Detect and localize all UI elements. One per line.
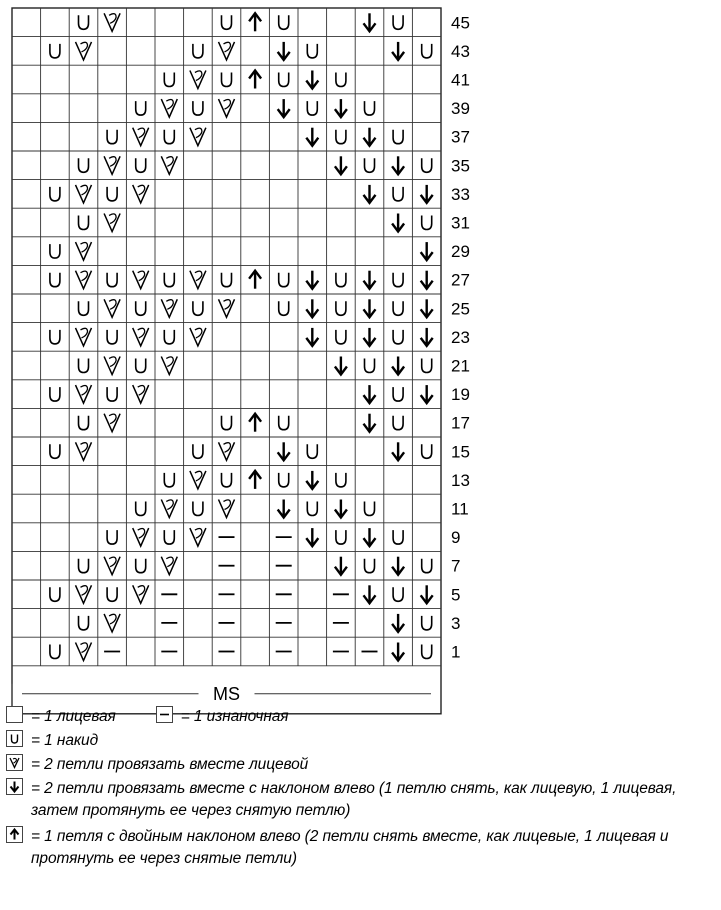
yarn-over-icon bbox=[6, 730, 23, 747]
row-number-label: 15 bbox=[451, 442, 470, 462]
k2tog-icon bbox=[6, 754, 23, 771]
row-number-label: 31 bbox=[451, 213, 470, 233]
double-decrease-arrow-up-icon bbox=[6, 826, 23, 843]
legend-text-knit: = 1 лицевая bbox=[31, 708, 116, 725]
row-number-label: 11 bbox=[451, 499, 469, 519]
row-number-label: 19 bbox=[451, 385, 470, 405]
knitting-chart bbox=[10, 6, 510, 704]
row-number-label: 7 bbox=[451, 556, 461, 576]
row-number-label: 3 bbox=[451, 613, 461, 633]
legend-text-ssk: = 2 петли провязать вместе с наклоном влево (1 петлю снять, как лицевую, 1 лицевая, затем протянуть ее через снятую петлю) bbox=[31, 780, 677, 819]
row-number-label: 29 bbox=[451, 242, 470, 262]
row-number-label: 41 bbox=[451, 70, 470, 90]
legend-text-double-dec: = 1 петля с двойным наклоном влево (2 петли снять вместе, как лицевые, 1 лицевая и протянуть ее через снятые петли) bbox=[31, 828, 669, 867]
row-number-label: 23 bbox=[451, 327, 470, 347]
row-number-label: 35 bbox=[451, 156, 470, 176]
chart-frame bbox=[12, 8, 441, 714]
row-number-label: 13 bbox=[451, 470, 470, 490]
row-number-label: 25 bbox=[451, 299, 470, 319]
legend-item-yarnover bbox=[6, 730, 98, 752]
row-number-label: 17 bbox=[451, 413, 470, 433]
row-number-label: 9 bbox=[451, 528, 461, 548]
legend-item-knit bbox=[6, 706, 288, 728]
legend-text-purl: = 1 изнаночная bbox=[180, 708, 289, 725]
row-number-label: 43 bbox=[451, 41, 470, 61]
row-number-label: 5 bbox=[451, 585, 461, 605]
legend-item-double-dec bbox=[6, 826, 721, 872]
row-number-label: 45 bbox=[451, 13, 470, 33]
row-number-label: 39 bbox=[451, 99, 470, 119]
row-number-label: 21 bbox=[451, 356, 470, 376]
legend-item-ssk bbox=[6, 778, 721, 824]
legend-item-k2tog bbox=[6, 754, 308, 776]
row-number-label: 1 bbox=[451, 642, 461, 662]
legend-text-yarnover: = 1 накид bbox=[31, 732, 99, 749]
row-number-label: 27 bbox=[451, 270, 470, 290]
row-number-label: 33 bbox=[451, 184, 470, 204]
purl-dash-icon bbox=[156, 706, 173, 723]
legend-text-k2tog: = 2 петли провязать вместе лицевой bbox=[31, 756, 309, 773]
repeat-label: MS bbox=[213, 683, 240, 704]
ssk-arrow-down-icon bbox=[6, 778, 23, 795]
empty-square-icon bbox=[6, 706, 23, 723]
row-number-label: 37 bbox=[451, 127, 470, 147]
chart-grid bbox=[10, 6, 510, 704]
